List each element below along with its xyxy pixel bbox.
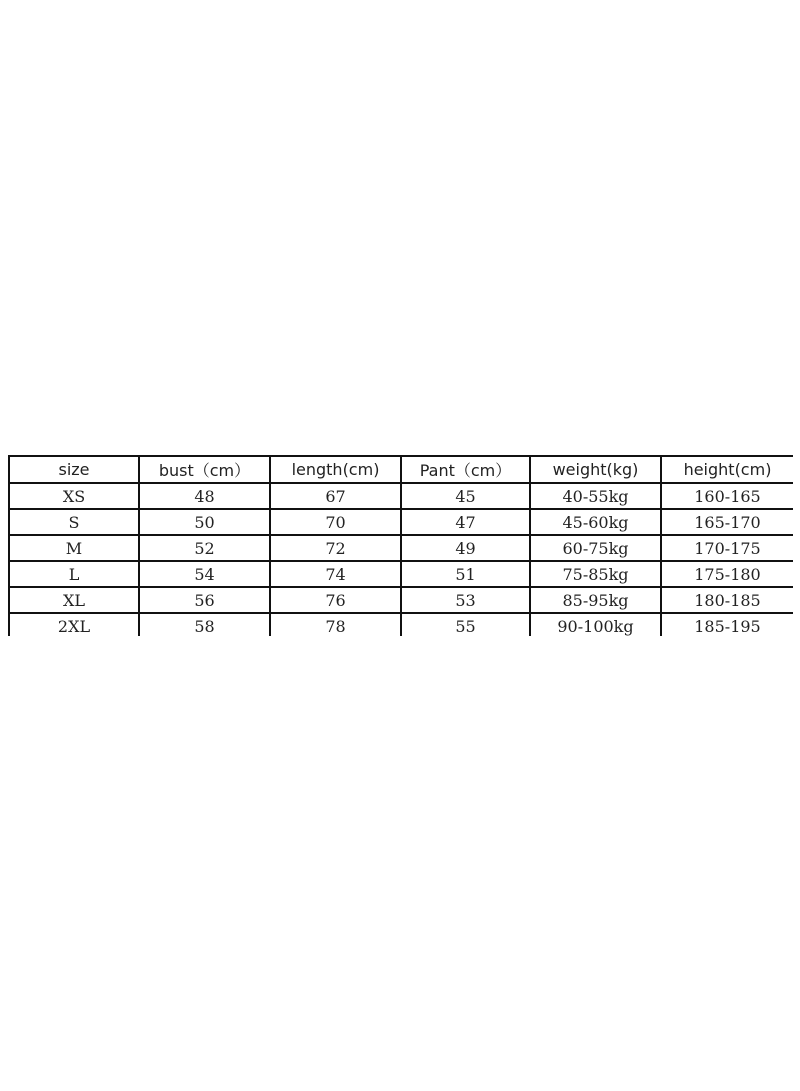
cell-height: 165-170 — [661, 509, 793, 535]
cell-weight: 85-95kg — [530, 587, 661, 613]
cell-size: XL — [9, 587, 139, 613]
header-pant: Pant（cm） — [401, 456, 530, 483]
cell-pant: 45 — [401, 483, 530, 509]
cell-weight: 60-75kg — [530, 535, 661, 561]
cell-height: 185-195 — [661, 613, 793, 636]
cell-height: 180-185 — [661, 587, 793, 613]
header-length: length(cm) — [270, 456, 401, 483]
cell-size: S — [9, 509, 139, 535]
table-header-row — [9, 456, 793, 483]
cell-height: 170-175 — [661, 535, 793, 561]
cell-length: 72 — [270, 535, 401, 561]
table-row — [9, 483, 793, 509]
cell-bust: 58 — [139, 613, 270, 636]
header-size: size — [9, 456, 139, 483]
header-height: height(cm) — [661, 456, 793, 483]
cell-size: M — [9, 535, 139, 561]
cell-length: 70 — [270, 509, 401, 535]
cell-weight: 75-85kg — [530, 561, 661, 587]
cell-bust: 48 — [139, 483, 270, 509]
cell-size: XS — [9, 483, 139, 509]
cell-length: 78 — [270, 613, 401, 636]
cell-weight: 40-55kg — [530, 483, 661, 509]
cell-pant: 53 — [401, 587, 530, 613]
cell-length: 76 — [270, 587, 401, 613]
cell-weight: 45-60kg — [530, 509, 661, 535]
cell-bust: 50 — [139, 509, 270, 535]
cell-height: 160-165 — [661, 483, 793, 509]
table-row — [9, 509, 793, 535]
cell-pant: 47 — [401, 509, 530, 535]
cell-size: 2XL — [9, 613, 139, 636]
cell-size: L — [9, 561, 139, 587]
table-row — [9, 561, 793, 587]
cell-length: 74 — [270, 561, 401, 587]
header-weight: weight(kg) — [530, 456, 661, 483]
cell-length: 67 — [270, 483, 401, 509]
header-bust: bust（cm） — [139, 456, 270, 483]
size-chart — [8, 455, 793, 636]
cell-pant: 51 — [401, 561, 530, 587]
cell-bust: 54 — [139, 561, 270, 587]
table-row — [9, 587, 793, 613]
cell-pant: 49 — [401, 535, 530, 561]
cell-bust: 52 — [139, 535, 270, 561]
size-table — [8, 455, 793, 636]
cell-pant: 55 — [401, 613, 530, 636]
cell-bust: 56 — [139, 587, 270, 613]
table-row — [9, 613, 793, 636]
cell-weight: 90-100kg — [530, 613, 661, 636]
cell-height: 175-180 — [661, 561, 793, 587]
table-row — [9, 535, 793, 561]
